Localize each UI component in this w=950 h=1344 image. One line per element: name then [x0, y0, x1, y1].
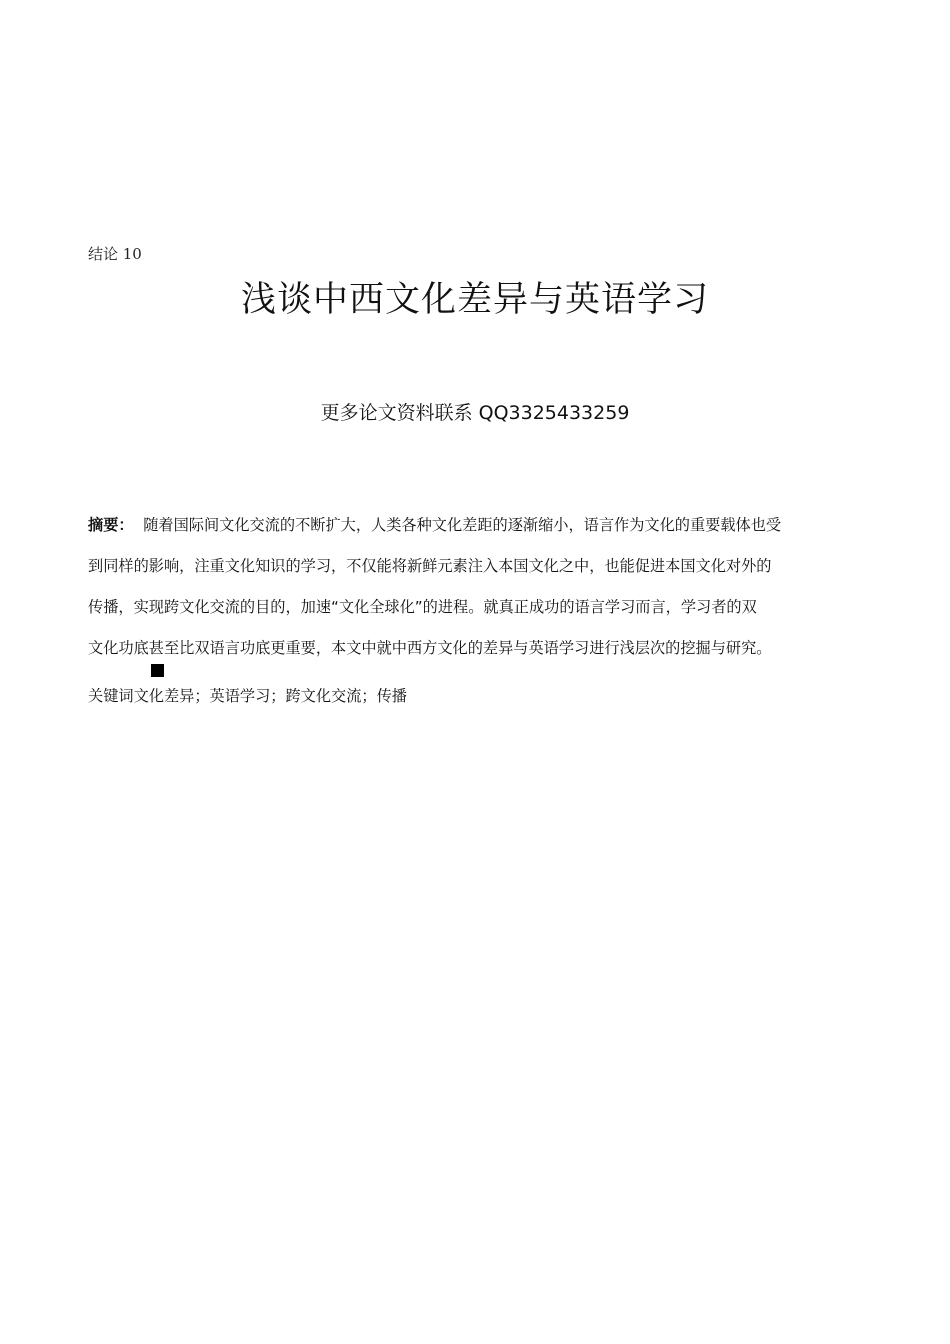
- abstract-text: 随着国际间文化交流的不断扩大，人类各种文化差距的逐渐缩小，语言作为文化的重要载体也受: [143, 516, 782, 534]
- page-title: 浅谈中西文化差异与英语学习: [240, 280, 709, 320]
- abstract-block: [88, 505, 864, 669]
- abstract-line: [88, 505, 864, 546]
- abstract-line: 文化功底甚至比双语言功底更重要，本文中就中西方文化的差异与英语学习进行浅层次的挖掘与研究。: [88, 639, 772, 657]
- toc-entry: 结论 10: [88, 245, 142, 263]
- abstract-label: 摘要：: [88, 516, 134, 534]
- black-square-marker: [151, 664, 164, 677]
- abstract-line: 传播，实现跨文化交流的目的，加速“文化全球化”的进程。就真正成功的语言学习而言，学习者的双: [88, 598, 757, 616]
- abstract-line: 到同样的影响，注重文化知识的学习，不仅能将新鲜元素注入本国文化之中，也能促进本国文化对外的: [88, 557, 772, 575]
- keywords-line: 关键词文化差异；英语学习；跨文化交流；传播: [88, 687, 407, 705]
- contact-line: 更多论文资料联系 QQ3325433259: [320, 402, 630, 424]
